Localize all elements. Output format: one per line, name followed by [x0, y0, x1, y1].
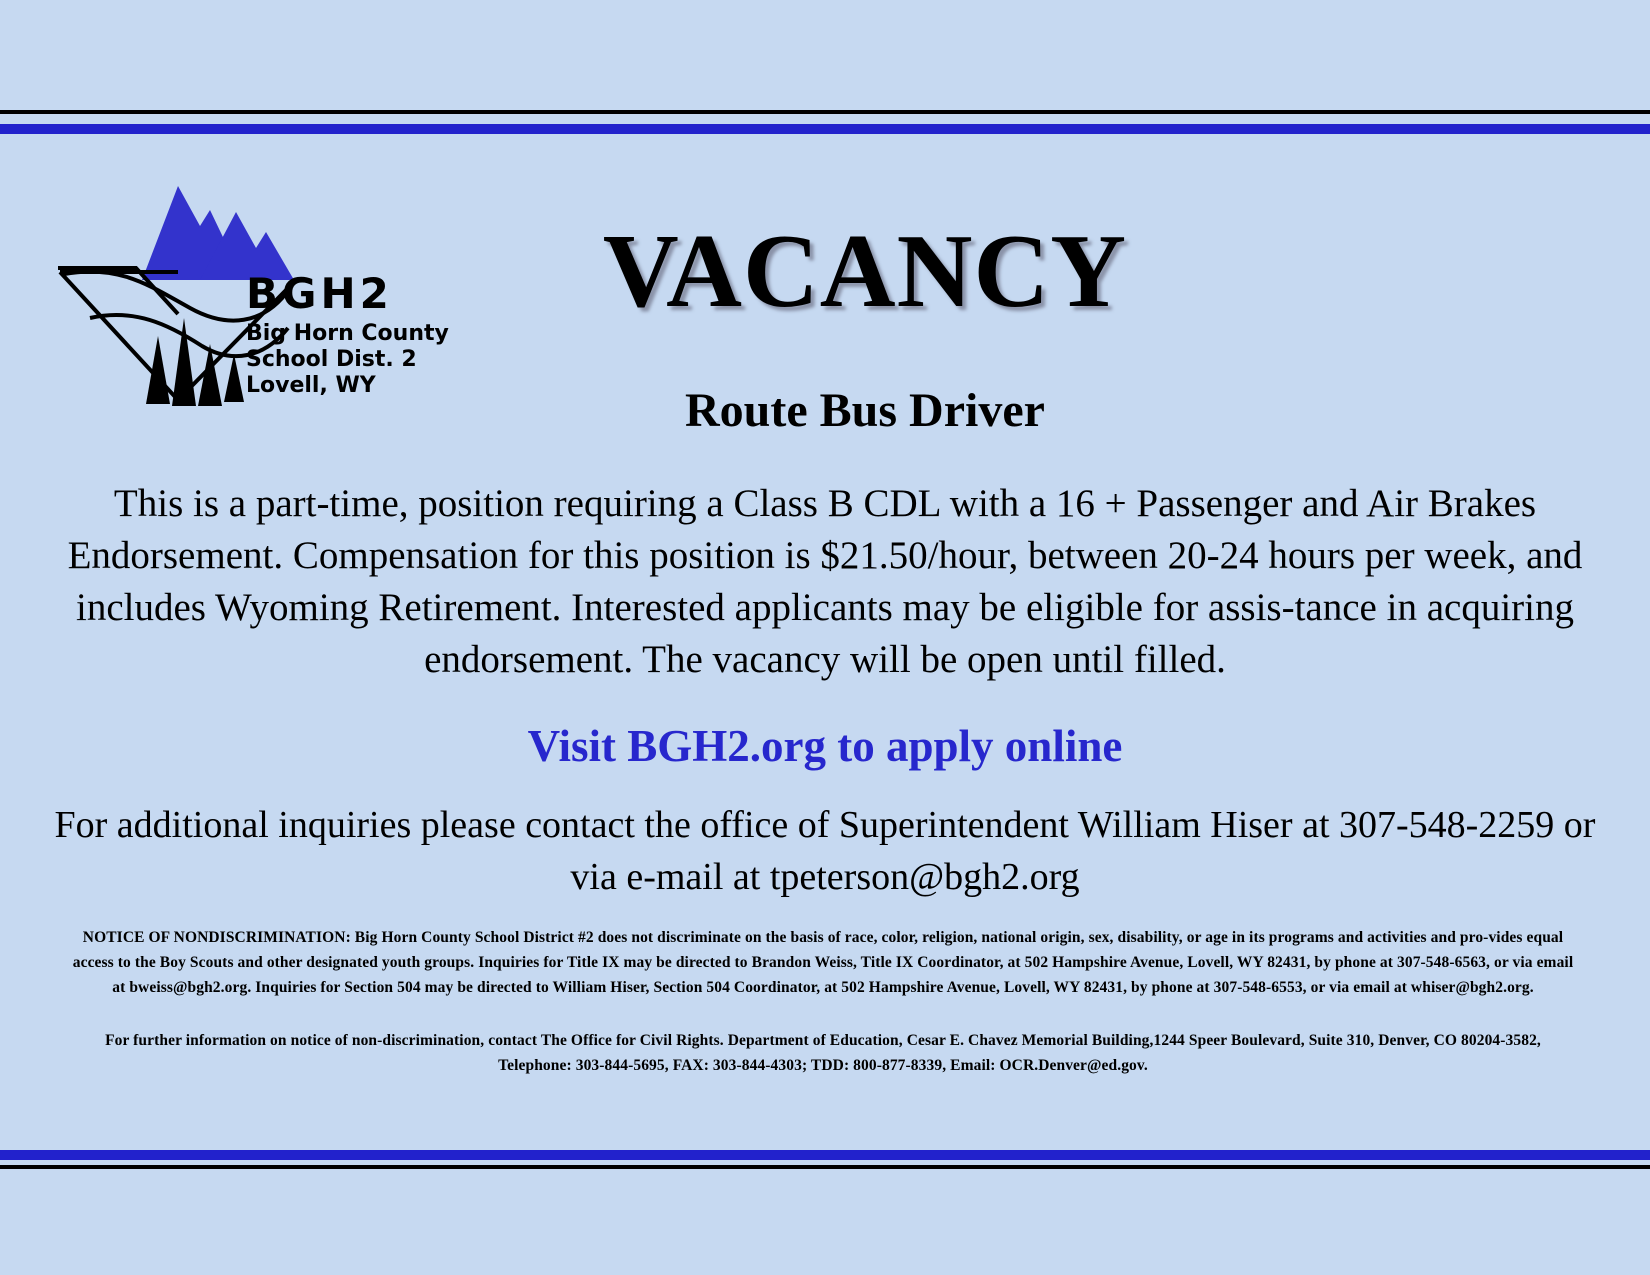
logo-line2: School Dist. 2 — [246, 347, 417, 372]
logo-acronym: BGH2 — [246, 269, 393, 318]
page-title: VACANCY — [602, 212, 1128, 329]
bottom-thin-rule — [0, 1165, 1650, 1169]
top-thick-blue-rule — [0, 124, 1650, 134]
top-thin-rule — [0, 110, 1650, 114]
logo-line3: Lovell, WY — [246, 373, 376, 398]
bottom-thick-blue-rule — [0, 1150, 1650, 1160]
civil-rights-notice: For further information on notice of non-discrimination, contact The Office for Civil Rights. Department of Education, Cesar E. Chavez Memorial Building,1244 Speer Boulevard, Suite 310, Denver, CO 80204-3582, Telephone: 303-844-5695, FAX: 303-844-4303; TDD: 800-877-8339, Email: OCR.Denver@ed.gov. — [105, 1032, 1541, 1075]
apply-online-link[interactable]: Visit BGH2.org to apply online — [527, 721, 1123, 771]
position-title: Route Bus Driver — [685, 384, 1045, 437]
contact-info: For additional inquiries please contact the office of Superintendent William Hiser at 307-548-2259 or via e-mail at tpeterson@bgh2.org — [54, 804, 1596, 898]
position-description: This is a part-time, position requiring a Class B CDL with a 16 + Passenger and Air Brakes Endorsement. Compensation for this position is $21.50/hour, between 20-24 hours per week, and includes Wyoming Retirement. Interested applicants may be eligible for assis-tance in acquiring endorsement. The vacancy will be open until filled. — [67, 482, 1583, 681]
nondiscrimination-notice: NOTICE OF NONDISCRIMINATION: Big Horn County School District #2 does not discriminate on the basis of race, color, religion, national origin, sex, disability, or age in its programs and activities and pro-vides equal access to the Boy Scouts and other designated youth groups. Inquiries for Title IX may be directed to Brandon Weiss, Title IX Coordinator, at 502 Hampshire Avenue, Lovell, WY 82431, by phone at 307-548-6563, or via email at bweiss@bgh2.org. Inquiries for Section 504 may be directed to William Hiser, Section 504 Coordinator, at 502 Hampshire Avenue, Lovell, WY 82431, by phone at 307-548-6553, or via email at whiser@bgh2.org. — [72, 929, 1574, 997]
logo-line1: Big Horn County — [246, 321, 449, 346]
